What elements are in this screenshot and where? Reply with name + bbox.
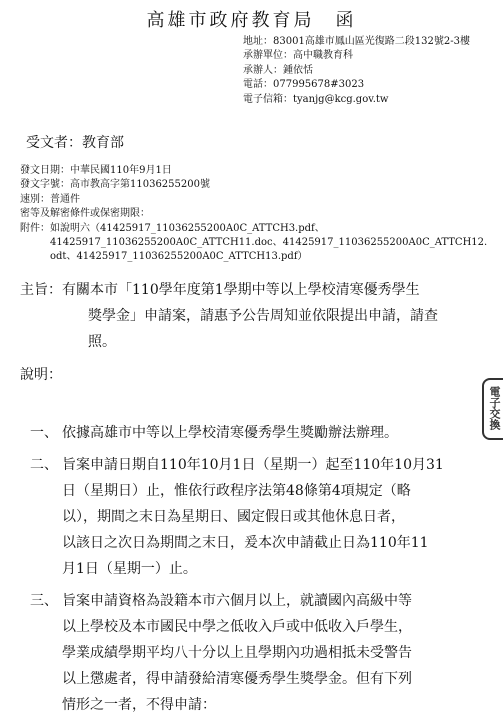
subject-block bbox=[20, 277, 490, 355]
security-level: 密等及解密條件或保密期限： bbox=[20, 208, 150, 220]
item-text bbox=[62, 452, 444, 582]
explanation-label: 說明： bbox=[20, 367, 62, 383]
item-line: 旨案申請資格為設籍本市六個月以上，就讀國內高級中等 bbox=[62, 593, 412, 609]
attachment-label: 附件： bbox=[20, 222, 50, 234]
explanation-item bbox=[30, 420, 490, 446]
explanation-item bbox=[30, 452, 490, 582]
item-line: 以上學校及本市國民中學之低收入戶或中低收入戶學生， bbox=[62, 619, 412, 635]
attachment-line: odt、41425917_11036255200A0C_ATTCH13.pdf） bbox=[50, 251, 308, 263]
document-title: 高雄市政府教育局 函 bbox=[146, 10, 357, 31]
attachment-line: 如說明六（41425917_11036255200A0C_ATTCH3.pdf、 bbox=[50, 222, 325, 234]
phone-line: 電話：077995678#3023 bbox=[243, 79, 365, 91]
email-line: 電子信箱：tyanjg@kcg.gov.tw bbox=[243, 93, 389, 105]
document-number: 發文字號：高市教高字第11036255200號 bbox=[20, 179, 210, 191]
unit-line: 承辦單位：高中職教育科 bbox=[243, 50, 353, 62]
attachment-line: 41425917_11036255200A0C_ATTCH11.doc、41425917_11036255200A0C_ATTCH12. bbox=[50, 237, 488, 249]
issue-date: 發文日期：中華民國110年9月1日 bbox=[20, 165, 172, 176]
address-line: 地址：83001高雄市鳳山區光復路二段132號2-3樓 bbox=[243, 36, 471, 47]
item-line: 月1日（星期一）止。 bbox=[62, 561, 197, 577]
contact-block bbox=[243, 35, 493, 107]
item-text bbox=[62, 588, 412, 718]
seal-text: 電子交換 bbox=[488, 386, 501, 430]
recipient: 受文者：教育部 bbox=[26, 135, 124, 151]
attachment-row bbox=[20, 222, 490, 265]
item-line: 依據高雄市中等以上學校清寒優秀學生獎勵辦法辦理。 bbox=[62, 425, 398, 441]
item-line: 以上懲處者，得申請發給清寒優秀學生獎學金。但有下列 bbox=[62, 671, 412, 687]
subject-line: 獎學金」申請案，請惠予公告周知並依限提出申請，請查 bbox=[88, 308, 438, 324]
item-line: 日（星期日）止，惟依行政程序法第48條第4項規定（略 bbox=[62, 483, 411, 499]
exchange-seal-stamp bbox=[482, 378, 503, 440]
item-line: 情形之一者，不得申請： bbox=[62, 697, 216, 713]
subject-label: 主旨： bbox=[20, 282, 62, 298]
attachment-list bbox=[50, 222, 487, 265]
subject-line: 有關本市「110學年度第1學期中等以上學校清寒優秀學生 bbox=[62, 282, 420, 298]
item-line: 以該日之次日為期間之末日，爰本次申請截止日為110年11 bbox=[62, 535, 429, 551]
item-number: 三、 bbox=[30, 593, 58, 609]
subject-line: 照。 bbox=[88, 334, 116, 350]
explanation-item bbox=[30, 588, 490, 718]
item-text bbox=[62, 420, 398, 446]
speed-class: 速別：普通件 bbox=[20, 193, 80, 205]
item-line: 學業成績學期平均八十分以上且學期內功過相抵未受警告 bbox=[62, 645, 412, 661]
meta-block bbox=[20, 164, 490, 265]
item-number: 一、 bbox=[30, 425, 58, 441]
explanation-items bbox=[30, 420, 490, 724]
item-number: 二、 bbox=[30, 457, 58, 473]
officer-line: 承辦人：鍾依恬 bbox=[243, 64, 313, 76]
subject-text bbox=[62, 277, 438, 355]
item-line: 旨案申請日期自110年10月1日（星期一）起至110年10月31 bbox=[62, 457, 444, 473]
item-line: 以），期間之末日為星期日、國定假日或其他休息日者， bbox=[62, 509, 405, 525]
